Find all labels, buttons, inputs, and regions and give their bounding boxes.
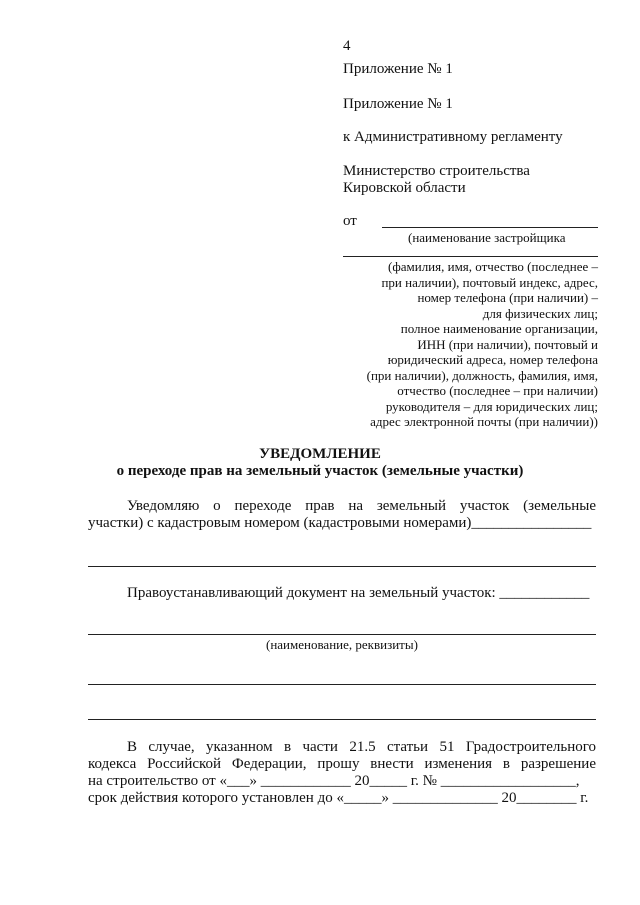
details-line: (при наличии), должность, фамилия, имя, xyxy=(366,367,598,383)
ministry-line-2: Кировской области xyxy=(343,180,466,196)
developer-details-line xyxy=(343,256,598,257)
document-name-line xyxy=(88,634,596,635)
details-line: адрес электронной почты (при наличии)) xyxy=(370,414,598,429)
appendix-label-2: Приложение № 1 xyxy=(343,96,453,112)
page-number: 4 xyxy=(343,38,351,54)
developer-name-line xyxy=(382,227,598,228)
document-caption: (наименование, реквизиты) xyxy=(266,637,418,652)
paragraph-3-line-3: на строительство от «___» ____________ 20_____ г. № __________________, xyxy=(88,773,580,789)
blank-line-1 xyxy=(88,684,596,685)
ministry-line-1: Министерство строительства xyxy=(343,163,530,179)
paragraph-2: Правоустанавливающий документ на земельный участок: ____________ xyxy=(127,585,590,601)
paragraph-1-line-2: участки) с кадастровым номером (кадастровыми номерами)________________ xyxy=(88,515,592,531)
details-line: руководителя – для юридических лиц; xyxy=(385,398,598,414)
paragraph-1-line-1: Уведомляю о переходе прав на земельный участок (земельные xyxy=(127,498,596,514)
details-line: при наличии), почтовый индекс, адрес, xyxy=(381,274,598,290)
developer-caption: (наименование застройщика xyxy=(408,230,566,245)
cadastral-number-line xyxy=(88,566,596,567)
details-line: ИНН (при наличии), почтовый и xyxy=(417,336,598,352)
details-line: полное наименование организации, xyxy=(400,321,598,336)
developer-details-block xyxy=(343,259,598,430)
blank-line-2 xyxy=(88,719,596,720)
details-line: (фамилия, имя, отчество (последнее – xyxy=(387,259,598,274)
paragraph-3-line-2: кодекса Российской Федерации, прошу внести изменения в разрешение xyxy=(88,756,596,772)
appendix-label-1: Приложение № 1 xyxy=(343,61,453,77)
details-line: для физических лиц; xyxy=(482,305,598,321)
details-line: отчество (последнее – при наличии) xyxy=(397,383,598,398)
details-line: номер телефона (при наличии) – xyxy=(417,290,598,305)
paragraph-3-line-1: В случае, указанном в части 21.5 статьи 51 Градостроительного xyxy=(127,739,596,755)
details-line: юридический адреса, номер телефона xyxy=(387,352,598,367)
regulation-label: к Административному регламенту xyxy=(343,129,563,145)
paragraph-3-line-4: срок действия которого установлен до «_____» ______________ 20________ г. xyxy=(88,790,589,806)
document-subtitle: о переходе прав на земельный участок (земельные участки) xyxy=(116,463,524,479)
document-title: УВЕДОМЛЕНИЕ xyxy=(259,446,381,462)
from-label: от xyxy=(343,213,357,229)
